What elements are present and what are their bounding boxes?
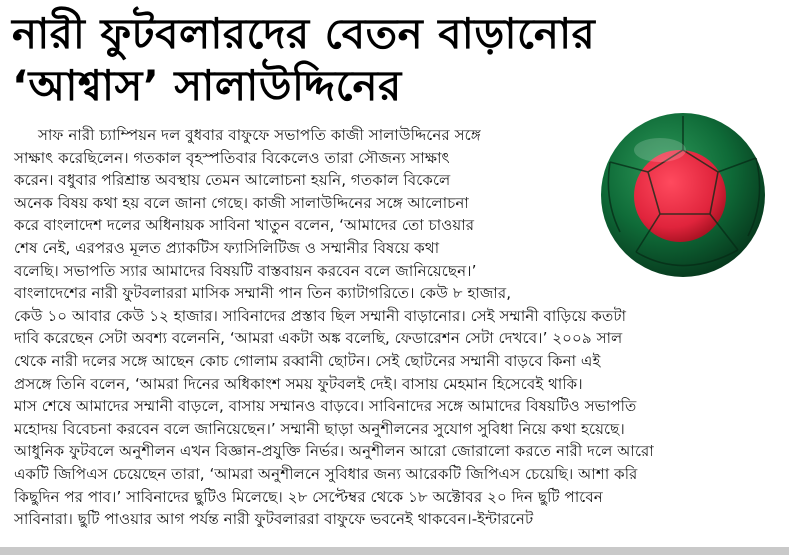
body-line: সাবিনারা। ছুটি পাওয়ার আগ পর্যন্ত নারী ফুটবলাররা বাফুফে ভবনেই থাকবেন।-ইন্টারনেট	[14, 510, 534, 529]
body-line: করেন। বধুবার পরিশ্রান্ত অবস্থায় তেমন আলোচনা হয়নি, গতকাল বিকেলে	[14, 171, 451, 190]
body-line: করে বাংলাদেশ দলের অধিনায়ক সাবিনা খাতুন বলেন, ‘আমাদের তো চাওয়ার	[14, 216, 475, 235]
article-body	[14, 124, 778, 531]
headline	[12, 8, 712, 112]
body-line: শেষ নেই, এরপরও মূলত প্র্যাকটিস ফ্যাসিলিটিজ ও সম্মানীর বিষয়ে কথা	[14, 238, 440, 257]
bottom-divider	[0, 547, 789, 555]
headline-line-2: ‘আশ্বাস’ সালাউদ্দিনের	[12, 61, 402, 110]
body-line: মাস শেষে আমাদের সম্মানী বাড়লে, বাসায় সম্মানও বাড়বে। সাবিনাদের সঙ্গে আমাদের বিষয়টিও সভাপতি	[14, 397, 637, 416]
body-line: বাংলাদেশের নারী ফুটবলাররা মাসিক সম্মানী পান তিন ক্যাটাগরিতে। কেউ ৮ হাজার,	[14, 284, 512, 303]
body-line: বলেছি। সভাপতি স্যার আমাদের বিষয়টি বাস্তবায়ন করবেন বলে জানিয়েছেন।’	[14, 261, 477, 280]
body-line: আধুনিক ফুটবলে অনুশীলন এখন বিজ্ঞান-প্রযুক্তি নির্ভর। অনুশীলন আরো জোরালো করতে নারী দলে আরো	[14, 442, 654, 461]
body-line: দাবি করেছেন সেটা অবশ্য বলেননি, ‘আমরা একটা অঙ্ক বলেছি, ফেডারেশন সেটা দেখবে।’ ২০০৯ সাল	[14, 329, 623, 348]
body-line: থেকে নারী দলের সঙ্গে আছেন কোচ গোলাম রব্বানী ছোটন। সেই ছোটনের সম্মানী বাড়বে কিনা এই	[14, 351, 601, 370]
body-line: মহোদয় বিবেচনা করবেন বলে জানিয়েছেন।’ সম্মানী ছাড়া অনুশীলনের সুযোগ সুবিধা নিয়ে কথা হয়েছে।	[14, 419, 625, 438]
body-line: কিছুদিন পর পাব।’ সাবিনাদের ছুটিও মিলেছে। ২৮ সেপ্টেম্বর থেকে ১৮ অক্টোবর ২০ দিন ছুটি পাবেন	[14, 487, 603, 506]
headline-line-1: নারী ফুটবলারদের বেতন বাড়ানোর	[12, 9, 596, 58]
body-line: প্রসঙ্গে তিনি বলেন, ‘আমরা দিনের অধিকাংশ সময় ফুটবলই দেই। বাসায় মেহমান হিসেবেই থাকি।	[14, 374, 583, 393]
body-line: কেউ ১০ আবার কেউ ১২ হাজার। সাবিনাদের প্রস্তাব ছিল সম্মানী বাড়ানোর। সেই সম্মানী বাড়িয়ে কতটা	[14, 306, 627, 325]
body-line: অনেক বিষয় কথা হয় বলে জানা গেছে। কাজী সালাউদ্দিনের সঙ্গে আলোচনা	[14, 193, 469, 212]
body-line: সাক্ষাৎ করেছিলেন। গতকাল বৃহস্পতিবার বিকেলেও তারা সৌজন্য সাক্ষাৎ	[14, 148, 450, 167]
body-line: একটি জিপিএস চেয়েছেন তারা, ‘আমরা অনুশীলনে সুবিধার জন্য আরেকটি জিপিএস চেয়েছি। আশা করি	[14, 464, 638, 483]
body-line: সাফ নারী চ্যাম্পিয়ন দল বুধবার বাফুফে সভাপতি কাজী সালাউদ্দিনের সঙ্গে	[38, 126, 481, 144]
